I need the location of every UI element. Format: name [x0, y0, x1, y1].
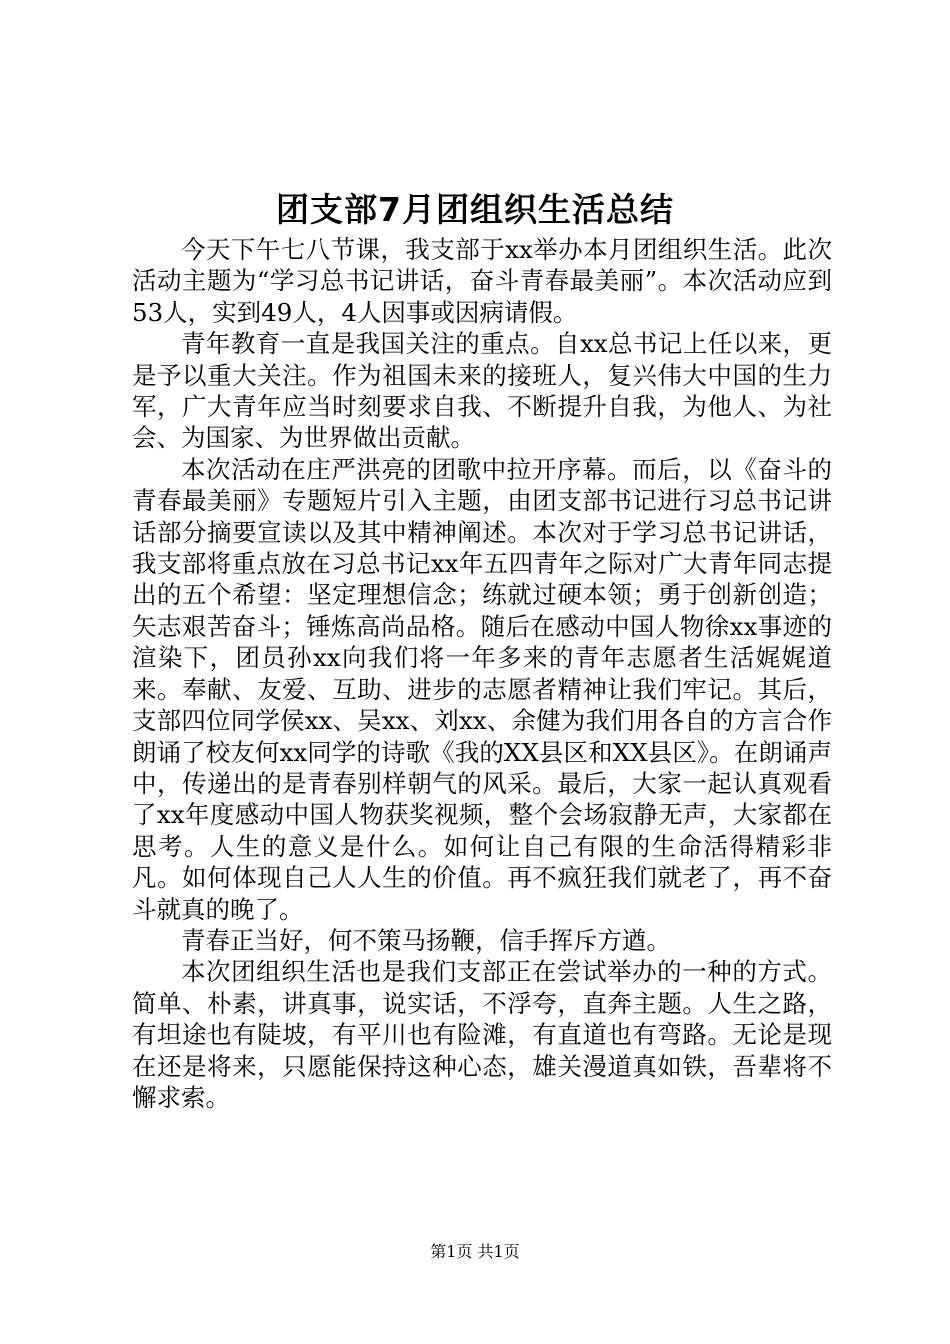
- document-title: 团支部7月团组织生活总结: [276, 190, 674, 229]
- paragraph: 本次活动在庄严洪亮的团歌中拉开序幕。而后，以《奋斗的青春最美丽》专题短片引入主题，由团支部书记进行习总书记讲话部分摘要宣读以及其中精神阐述。本次对于学习总书记讲话，我支部将重点放在习总书记xx年五四青年之际对广大青年同志提出的五个希望：坚定理想信念；练就过硬本领；勇于创新创造；矢志艰苦奋斗；锤炼高尚品格。随后在感动中国人物徐xx事迹的渲染下，团员孙xx向我们将一年多来的青年志愿者生活娓娓道来。奉献、友爱、互助、进步的志愿者精神让我们牢记。其后，支部四位同学侯xx、吴xx、刘xx、余健为我们用各自的方言合作朗诵了校友何xx同学的诗歌《我的XX县区和XX县区》。在朗诵声中，传递出的是青春别样朝气的风采。最后，大家一起认真观看了xx年度感动中国人物获奖视频，整个会场寂静无声，大家都在思考。人生的意义是什么。如何让自己有限的生命活得精彩非凡。如何体现自己人人生的价值。再不疯狂我们就老了，再不奋斗就真的晚了。: [132, 454, 832, 924]
- page-footer: 第1页 共1页: [430, 1242, 520, 1261]
- document-body: [132, 234, 832, 1113]
- paragraph: 青年教育一直是我国关注的重点。自xx总书记上任以来，更是予以重大关注。作为祖国未来的接班人，复兴伟大中国的生力军，广大青年应当时刻要求自我、不断提升自我，为他人、为社会、为国家、为世界做出贡献。: [132, 329, 832, 453]
- paragraph: 青春正当好，何不策马扬鞭，信手挥斥方遒。: [181, 925, 671, 955]
- paragraph: 今天下午七八节课，我支部于xx举办本月团组织生活。此次活动主题为“学习总书记讲话，奋斗青春最美丽”。本次活动应到53人，实到49人，4人因事或因病请假。: [132, 235, 832, 327]
- paragraph: 本次团组织生活也是我们支部正在尝试举办的一种的方式。简单、朴素，讲真事，说实话，不浮夸，直奔主题。人生之路，有坦途也有陡坡，有平川也有险滩，有直道也有弯路。无论是现在还是将来，只愿能保持这种心态，雄关漫道真如铁，吾辈将不懈求索。: [132, 957, 832, 1112]
